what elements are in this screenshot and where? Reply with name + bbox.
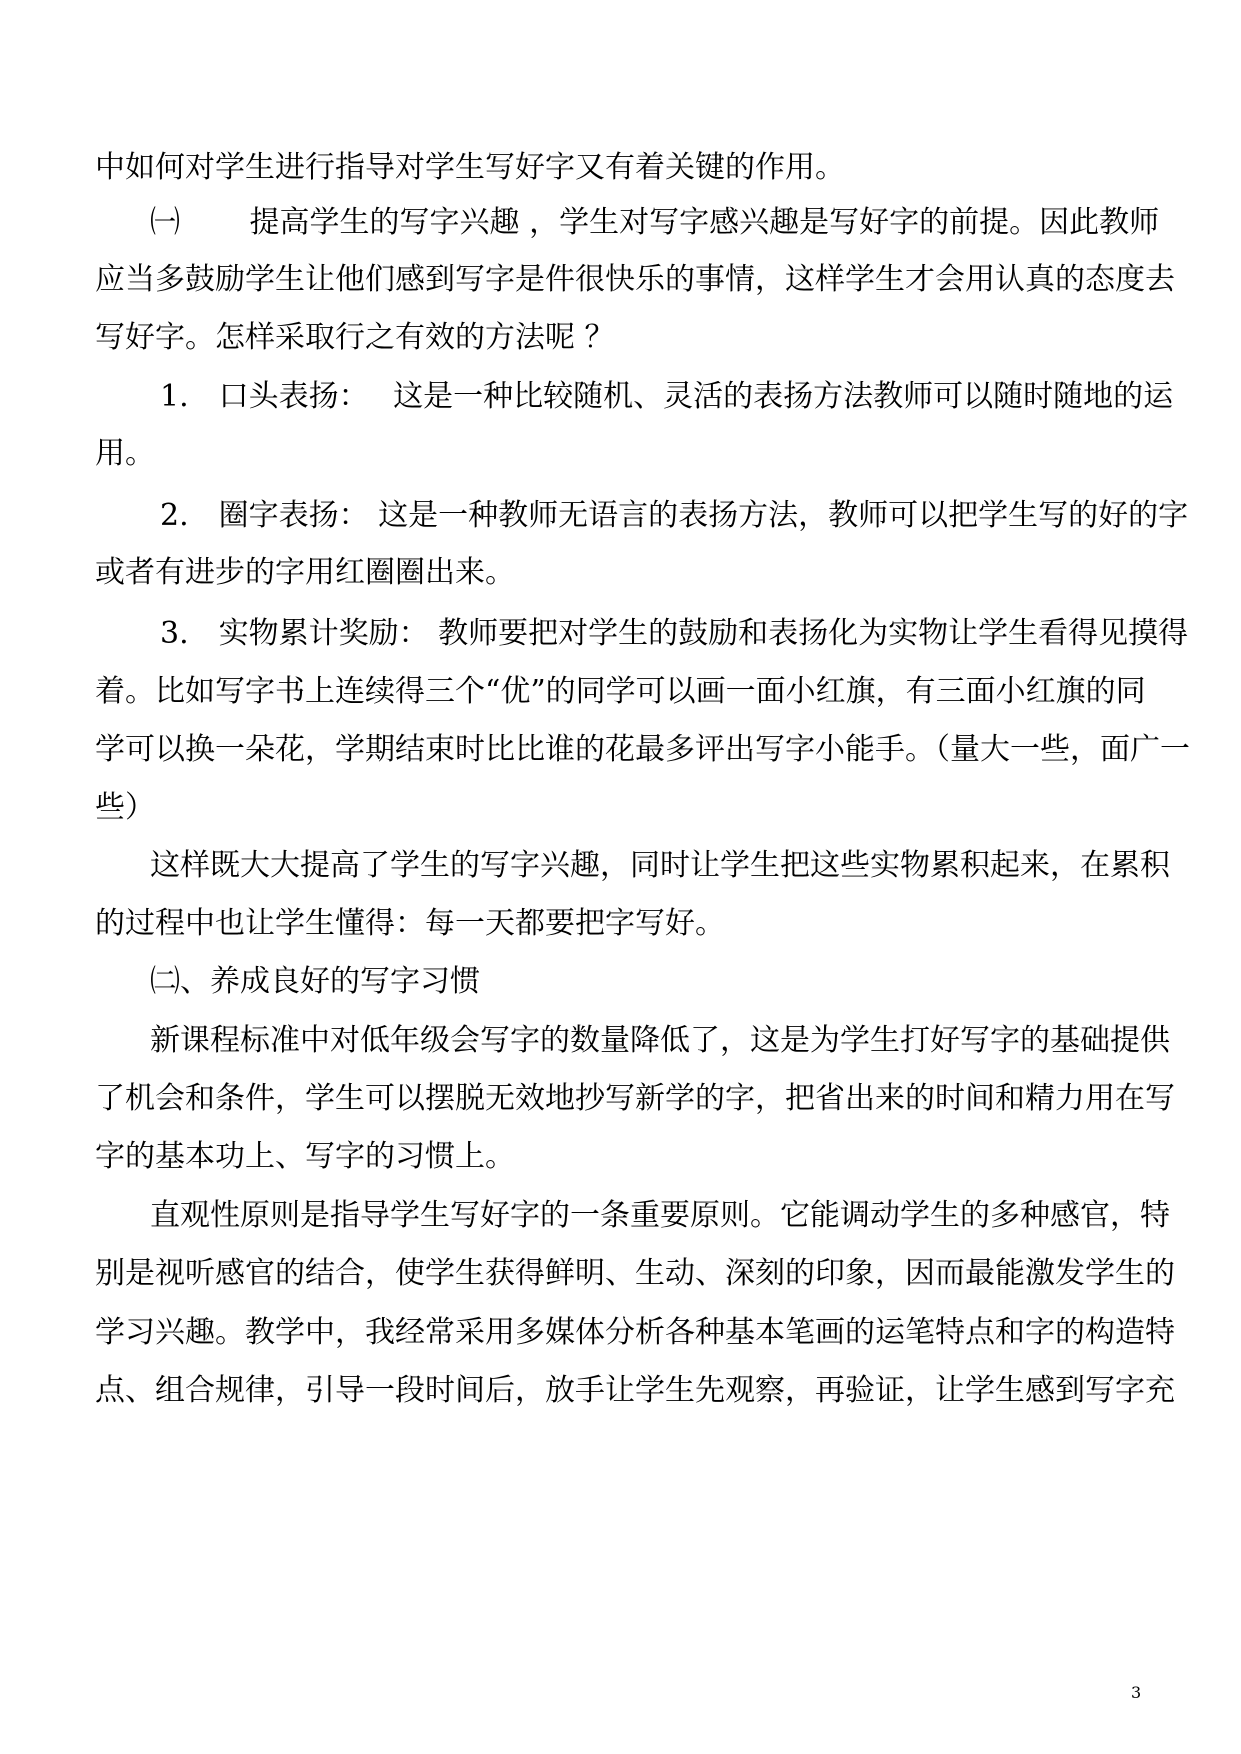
text-line: 点、组合规律，引导一段时间后，放手让学生先观察，再验证，让学生感到写字充 — [95, 1373, 1175, 1408]
text-line: 些） — [95, 790, 155, 825]
text-line: 中如何对学生进行指导对学生写好字又有着关键的作用。 — [95, 150, 845, 185]
text-line: 别是视听感官的结合，使学生获得鲜明、生动、深刻的印象，因而最能激发学生的 — [95, 1256, 1175, 1291]
text-line: 新课程标准中对低年级会写字的数量降低了，这是为学生打好写字的基础提供 — [150, 1023, 1170, 1058]
text-line: 的过程中也让学生懂得：每一天都要把字写好。 — [95, 906, 725, 941]
text-line: 或者有进步的字用红圈圈出来。 — [95, 555, 515, 590]
text-line: 1. 口头表扬： 这是一种比较随机、灵活的表扬方法教师可以随时随地的运 — [160, 379, 1174, 414]
text-line: 了机会和条件，学生可以摆脱无效地抄写新学的字，把省出来的时间和精力用在写 — [95, 1081, 1175, 1116]
text-line: 写好字。怎样采取行之有效的方法呢 ？ — [95, 320, 615, 355]
text-line: 应当多鼓励学生让他们感到写字是件很快乐的事情，这样学生才会用认真的态度去 — [95, 262, 1175, 297]
text-line: 这样既大大提高了学生的写字兴趣，同时让学生把这些实物累积起来，在累积 — [150, 848, 1170, 883]
page-number: 3 — [1131, 1683, 1142, 1702]
text-line: ㈠ 提高学生的写字兴趣 ，学生对写字感兴趣是写好字的前提。因此教师 — [150, 205, 1160, 240]
text-line: ㈡、养成良好的写字习惯 — [150, 964, 480, 999]
text-line: 字的基本功上、写字的习惯上。 — [95, 1139, 515, 1174]
text-line: 学可以换一朵花，学期结束时比比谁的花最多评出写字小能手。（量大一些，面广一 — [95, 732, 1190, 767]
text-line: 用。 — [95, 436, 155, 471]
text-line: 着。比如写字书上连续得三个“优”的同学可以画一面小红旗，有三面小红旗的同 — [95, 674, 1146, 709]
text-line: 2. 圈字表扬： 这是一种教师无语言的表扬方法，教师可以把学生写的好的字 — [160, 498, 1189, 533]
text-line: 学习兴趣。教学中，我经常采用多媒体分析各种基本笔画的运笔特点和字的构造特 — [95, 1315, 1175, 1350]
text-line: 3. 实物累计奖励： 教师要把对学生的鼓励和表扬化为实物让学生看得见摸得 — [160, 616, 1189, 651]
text-line: 直观性原则是指导学生写好字的一条重要原则。它能调动学生的多种感官，特 — [150, 1198, 1170, 1233]
